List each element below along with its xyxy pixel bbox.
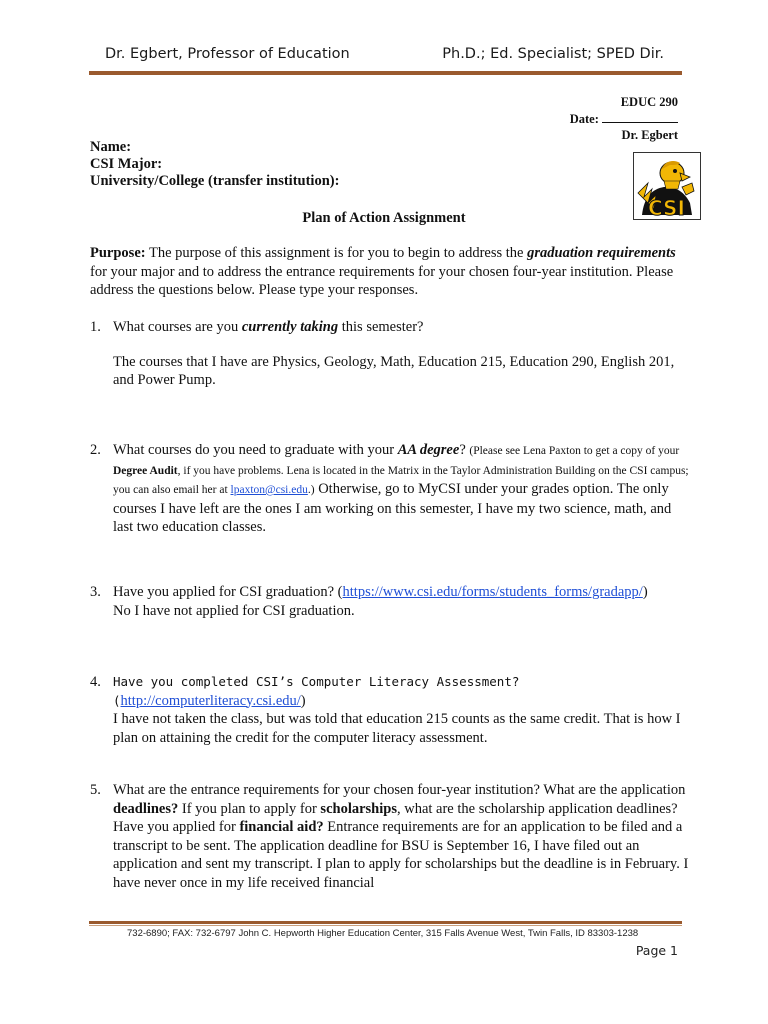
scholarships-bold: scholarships bbox=[320, 800, 397, 817]
question-text-pre: What courses are you bbox=[113, 319, 242, 335]
answer-text: The courses that I have are Physics, Geology, Math, Education 215, Education 290, English 201, and Power Pump. bbox=[113, 353, 675, 388]
course-block bbox=[570, 94, 678, 144]
question-2-body bbox=[113, 441, 690, 537]
financial-aid-bold: financial aid? bbox=[239, 819, 324, 835]
question-text-post: ? bbox=[459, 442, 470, 458]
footer-rule-thin bbox=[89, 925, 682, 926]
question-4 bbox=[90, 673, 690, 747]
answer-text: I have not taken the class, but was told that education 215 counts as the same credit. That is how I plan on attaining the credit for the computer literacy assessment. bbox=[113, 711, 681, 746]
note-bold: Degree Audit bbox=[113, 464, 178, 477]
page-number: Page 1 bbox=[635, 943, 678, 958]
header-left-text: Dr. Egbert, Professor of Education bbox=[105, 46, 350, 62]
major-label: CSI Major: bbox=[90, 156, 163, 172]
question-text-1: What are the entrance requirements for your chosen four-year institution? What are the application bbox=[113, 782, 686, 798]
document-title: Plan of Action Assignment bbox=[302, 210, 466, 226]
instructor-name: Dr. Egbert bbox=[621, 128, 678, 142]
name-label: Name: bbox=[90, 139, 132, 155]
question-2 bbox=[90, 441, 690, 537]
question-text-post: ) bbox=[300, 692, 306, 709]
question-text bbox=[113, 318, 690, 337]
date-row bbox=[570, 111, 678, 128]
question-text-post: ) bbox=[642, 584, 648, 600]
note-text-1: (Please see Lena Paxton to get a copy of your bbox=[469, 445, 680, 457]
question-text-pre: What courses do you need to graduate with your bbox=[113, 442, 398, 458]
footer-contact: 732-6890; FAX: 732-6797 John C. Hepworth Higher Education Center, 315 Falls Avenue West, Twin Falls, ID 83303-1238 bbox=[127, 928, 639, 939]
question-text bbox=[113, 583, 690, 602]
date-label: Date: bbox=[569, 111, 599, 126]
question-text-2: If you plan to apply for bbox=[178, 800, 321, 817]
student-info-block bbox=[90, 139, 339, 190]
answer-text: Otherwise, go to MyCSI under your grades option. The only courses I have left are the ones I am working on this semester, I have my two science, math, and last two education classes. bbox=[113, 481, 672, 535]
question-number: 5. bbox=[90, 782, 101, 798]
header-right-text: Ph.D.; Ed. Specialist; SPED Dir. bbox=[442, 46, 664, 62]
question-1 bbox=[90, 318, 690, 390]
graduation-form-link[interactable]: https://www.csi.edu/forms/students_forms/gradapp/ bbox=[342, 584, 643, 600]
purpose-paragraph bbox=[90, 244, 688, 300]
purpose-text-2: for your major and to address the entrance requirements for your chosen four-year institution. Please address the questions below. Please type your responses. bbox=[90, 263, 674, 298]
question-text-pre: Have you completed CSI’s Computer Literacy Assessment? ( bbox=[113, 674, 520, 708]
question-text-post: this semester? bbox=[338, 319, 424, 335]
question-5 bbox=[90, 781, 690, 892]
date-blank-line bbox=[602, 111, 678, 123]
question-text bbox=[113, 673, 690, 710]
question-5-body bbox=[113, 781, 690, 892]
computer-literacy-link[interactable]: http://computerliteracy.csi.edu/ bbox=[120, 692, 301, 709]
logo-csi-text: CSI bbox=[648, 196, 685, 219]
purpose-text-1: The purpose of this assignment is for you to begin to address the bbox=[145, 245, 528, 261]
answer-text: No I have not applied for CSI graduation. bbox=[113, 602, 355, 619]
question-text-3: , what are the scholarship application deadlines? Have you applied for bbox=[113, 800, 678, 835]
header-rule bbox=[89, 71, 682, 75]
course-code: EDUC 290 bbox=[620, 95, 678, 109]
question-number: 1. bbox=[90, 319, 101, 335]
question-text-pre: Have you applied for CSI graduation? ( bbox=[113, 584, 343, 600]
answer-text: Entrance requirements are for an application to be filed and a transcript to be sent. The application deadline for BSU is September 16, I have filed out an application and sent my transcript. I plan to apply for scholarships but the deadline is in February. I have never once in my life received financial bbox=[113, 819, 689, 891]
email-link[interactable]: lpaxton@csi.edu bbox=[230, 484, 308, 496]
question-3 bbox=[90, 583, 690, 620]
question-number: 4. bbox=[90, 674, 101, 690]
question-emphasis: AA degree bbox=[397, 442, 460, 458]
transfer-label: University/College (transfer institution): bbox=[90, 173, 340, 189]
purpose-label: Purpose: bbox=[90, 245, 146, 261]
deadlines-bold: deadlines? bbox=[113, 800, 179, 817]
question-emphasis: currently taking bbox=[241, 319, 339, 335]
purpose-emphasis: graduation requirements bbox=[527, 245, 676, 261]
note-text-3: .) bbox=[307, 484, 315, 496]
question-number: 2. bbox=[90, 442, 101, 458]
footer-rule bbox=[89, 921, 682, 924]
note-text-2: , if you have problems. Lena is located in the Matrix in the Taylor Administration Building on the CSI campus; you can also email her at bbox=[113, 464, 689, 496]
question-number: 3. bbox=[90, 584, 101, 600]
